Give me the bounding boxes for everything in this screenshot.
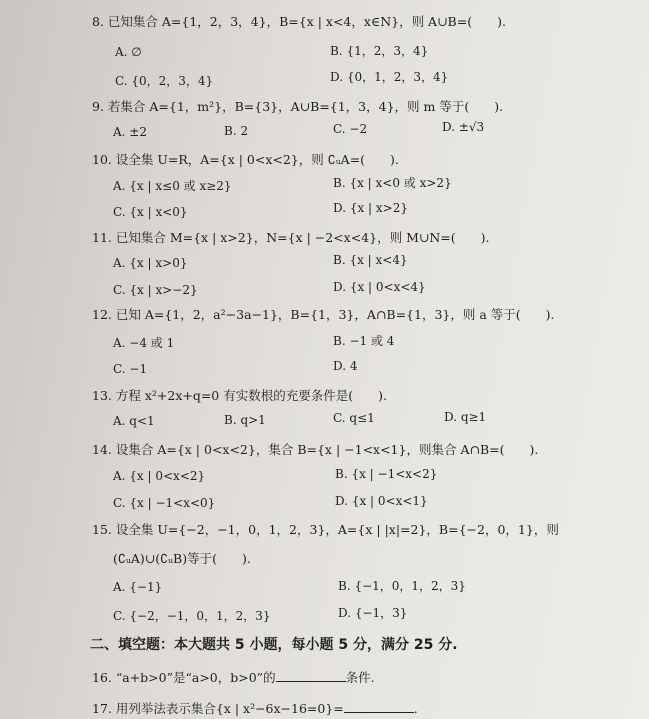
section-2-title: 二、填空题：本大题共 5 小题，每小题 5 分，满分 25 分. [90,637,458,653]
question-15-stem-continued: (∁ᵤA)∪(∁ᵤB)等于( ). [113,551,251,566]
q14-option-c: C. {x | −1<x<0} [113,496,216,510]
q13-option-b: B. q>1 [224,413,266,427]
q10-option-b: B. {x | x<0 或 x>2} [333,176,452,190]
q11-option-d: D. {x | 0<x<4} [333,280,426,294]
question-8-stem: 8. 已知集合 A={1，2，3，4}，B={x | x<4，x∈N}，则 A∪B=( ). [92,14,506,29]
q8-option-c: C. {0，2，3，4} [115,74,214,88]
q11-option-b: B. {x | x<4} [333,253,408,267]
q9-option-d: D. ±√3 [442,120,485,134]
q14-option-d: D. {x | 0<x<1} [335,494,428,508]
q11-option-c: C. {x | x>−2} [113,283,198,297]
q15-option-b: B. {−1，0，1，2，3} [338,579,466,593]
q10-option-a: A. {x | x≤0 或 x≥2} [113,179,232,193]
q8-option-b: B. {1，2，3，4} [330,44,429,58]
question-11-stem: 11. 已知集合 M={x | x>2}，N={x | −2<x<4}，则 M∪N=( ). [92,230,490,245]
question-17 [92,699,418,717]
q16-text-before: 16. “a+b>0”是“a>0，b>0”的 [92,670,276,685]
q9-option-b: B. 2 [224,124,249,138]
q16-text-after: 条件. [345,670,375,685]
question-13-stem: 13. 方程 x²+2x+q=0 有实数根的充要条件是( ). [92,388,387,403]
q12-option-d: D. 4 [333,359,358,373]
q14-option-a: A. {x | 0<x<2} [113,469,206,483]
question-12-stem: 12. 已知 A={1，2，a²−3a−1}，B={1，3}，A∩B={1，3}，则 a 等于( ). [92,307,555,322]
q11-option-a: A. {x | x>0} [113,256,188,270]
question-16 [92,668,375,686]
question-14-stem: 14. 设集合 A={x | 0<x<2}，集合 B={x | −1<x<1}，则集合 A∩B=( ). [92,442,539,457]
q16-answer-blank [276,670,346,682]
q8-option-a: A. ∅ [115,45,142,59]
q15-option-d: D. {−1，3} [338,606,408,620]
q12-option-a: A. −4 或 1 [113,336,175,350]
question-9-stem: 9. 若集合 A={1，m²}，B={3}，A∪B={1，3，4}，则 m 等于( ). [92,99,504,114]
q13-option-a: A. q<1 [113,414,155,428]
question-15-stem: 15. 设全集 U={−2，−1，0，1，2，3}，A={x | |x|=2}，B={−2，0，1}，则 [92,522,559,537]
q14-option-b: B. {x | −1<x<2} [335,467,438,481]
question-10-stem: 10. 设全集 U=R，A={x | 0<x<2}，则 ∁ᵤA=( ). [92,152,399,167]
q15-option-a: A. {−1} [113,580,163,594]
q12-option-b: B. −1 或 4 [333,334,395,348]
q17-text-before: 17. 用列举法表示集合{x | x²−6x−16=0}= [92,701,344,716]
q13-option-c: C. q≤1 [333,411,375,425]
q10-option-c: C. {x | x<0} [113,205,188,219]
q9-option-c: C. −2 [333,122,368,136]
q8-option-d: D. {0，1，2，3，4} [330,70,449,84]
q9-option-a: A. ±2 [113,125,147,139]
q17-answer-blank [344,701,414,713]
q17-text-after: . [413,701,418,716]
q10-option-d: D. {x | x>2} [333,201,408,215]
q13-option-d: D. q≥1 [444,410,487,424]
q15-option-c: C. {−2，−1，0，1，2，3} [113,609,271,623]
q12-option-c: C. −1 [113,362,148,376]
